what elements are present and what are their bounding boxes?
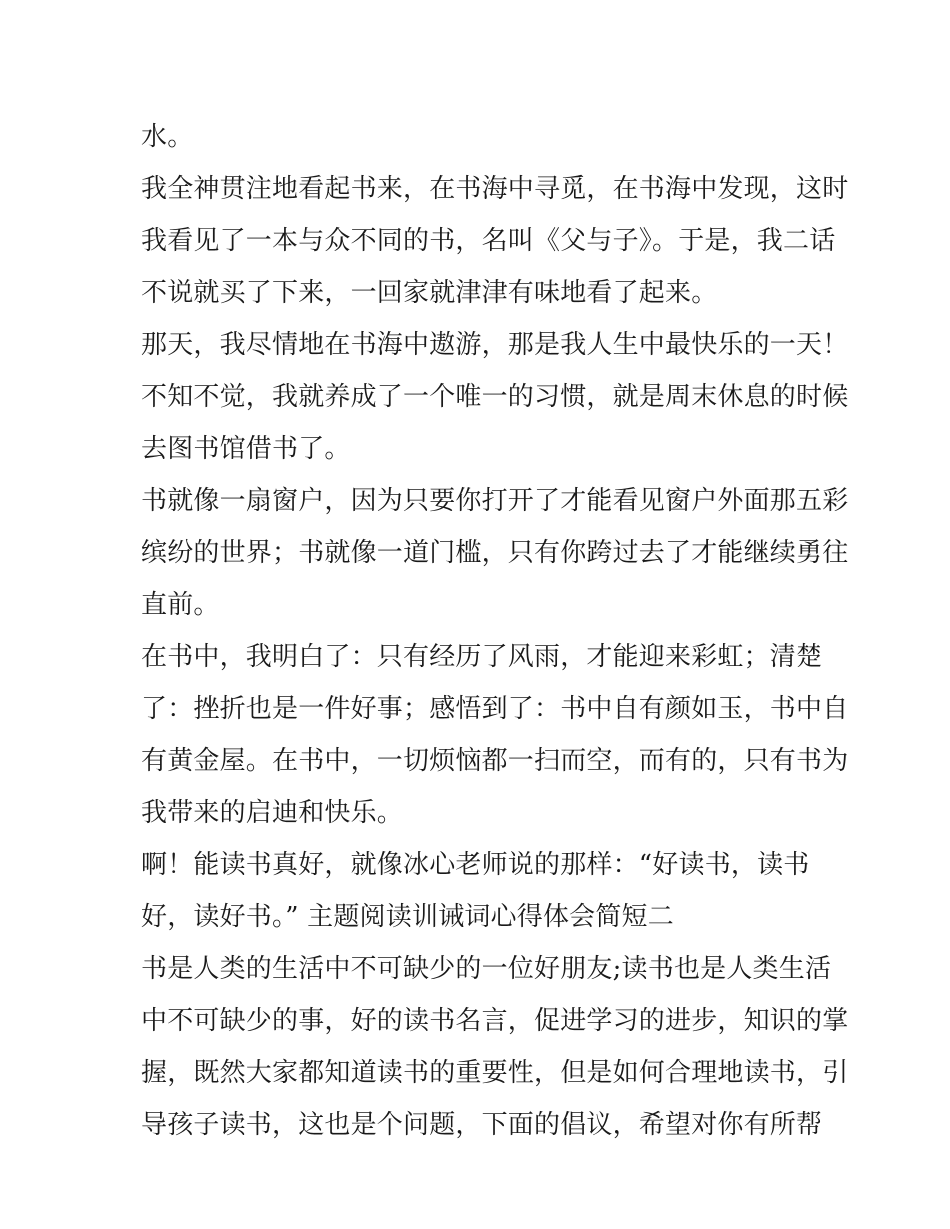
text-line: 有黄金屋。在书中，一切烦恼都一扫而空，而有的，只有书为	[141, 746, 849, 776]
text-line: 那天，我尽情地在书海中遨游，那是我人生中最快乐的一天！	[141, 330, 849, 360]
text-line: 我看见了一本与众不同的书，名叫《父与子》。于是，我二话	[141, 226, 836, 256]
body-text	[141, 111, 849, 1151]
text-line: 不知不觉，我就养成了一个唯一的习惯，就是周末休息的时候	[141, 382, 849, 412]
text-line: 中不可缺少的事，好的读书名言，促进学习的进步，知识的掌	[141, 1006, 849, 1036]
text-line: 不说就买了下来，一回家就津津有味地看了起来。	[141, 278, 718, 308]
text-line: 书就像一扇窗户，因为只要你打开了才能看见窗户外面那五彩	[141, 486, 849, 516]
text-line: 我带来的启迪和快乐。	[141, 798, 404, 828]
text-line: 啊！能读书真好，就像冰心老师说的那样：“好读书，读书	[141, 850, 810, 880]
text-line: 我全神贯注地看起书来，在书海中寻觅，在书海中发现，这时	[141, 174, 849, 204]
text-line: 缤纷的世界；书就像一道门槛，只有你跨过去了才能继续勇往	[141, 538, 849, 568]
text-line: 了：挫折也是一件好事；感悟到了：书中自有颜如玉，书中自	[141, 694, 849, 724]
text-line: 导孩子读书，这也是个问题，下面的倡议，希望对你有所帮	[141, 1110, 823, 1140]
text-line: 去图书馆借书了。	[141, 434, 351, 464]
text-line: 在书中，我明白了：只有经历了风雨，才能迎来彩虹；清楚	[141, 642, 823, 672]
text-line: 直前。	[141, 590, 220, 620]
text-line: 好，读好书。” 主题阅读训诫词心得体会简短二	[141, 902, 674, 932]
text-line: 水。	[141, 122, 194, 152]
text-line: 书是人类的生活中不可缺少的一位好朋友;读书也是人类生活	[141, 954, 832, 984]
text-line: 握，既然大家都知道读书的重要性，但是如何合理地读书，引	[141, 1058, 849, 1088]
